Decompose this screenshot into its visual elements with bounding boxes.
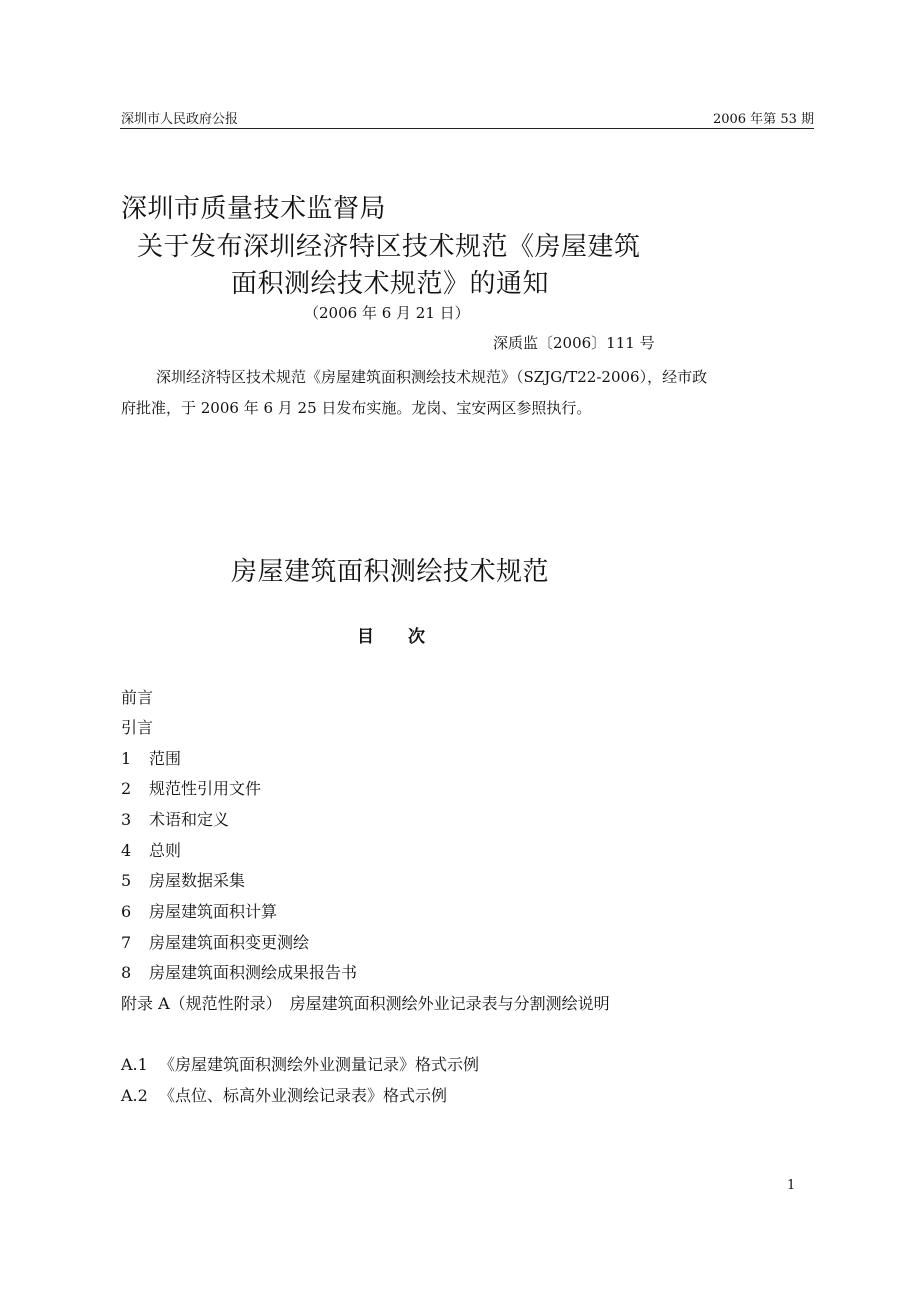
page-number: 1 — [787, 1178, 796, 1193]
toc-item: 1 范围 — [121, 749, 182, 768]
notice-date: （2006 年 6 月 21 日） — [304, 304, 470, 322]
header-issue: 2006 年第 53 期 — [712, 112, 814, 127]
toc-item-appendix-a: 附录 A（规范性附录） 房屋建筑面积测绘外业记录表与分割测绘说明 — [121, 994, 610, 1013]
appendix-item: A.2 《点位、标高外业测绘记录表》格式示例 — [121, 1086, 448, 1105]
notice-title-line1: 深圳市质量技术监督局 — [121, 194, 387, 224]
toc-heading: 目 次 — [357, 627, 425, 647]
appendix-item: A.1 《房屋建筑面积测绘外业测量记录》格式示例 — [121, 1055, 480, 1074]
notice-body-line1: 深圳经济特区技术规范《房屋建筑面积测绘技术规范》（SZJG/T22-2006），经市政 — [156, 368, 708, 386]
toc-item: 引言 — [121, 718, 154, 737]
toc-item: 4 总则 — [121, 841, 182, 860]
toc-item: 8 房屋建筑面积测绘成果报告书 — [121, 963, 358, 982]
header-divider — [120, 128, 814, 129]
toc-item: 前言 — [121, 688, 154, 707]
notice-title-line2: 关于发布深圳经济特区技术规范《房屋建筑 — [137, 232, 641, 262]
toc-item: 3 术语和定义 — [121, 810, 230, 829]
spec-title: 房屋建筑面积测绘技术规范 — [231, 557, 550, 587]
toc-item: 7 房屋建筑面积变更测绘 — [121, 933, 310, 952]
toc-item: 2 规范性引用文件 — [121, 779, 262, 798]
notice-body-line2: 府批准，于 2006 年 6 月 25 日发布实施。龙岗、宝安两区参照执行。 — [121, 399, 592, 417]
notice-doc-number: 深质监〔2006〕111 号 — [493, 334, 655, 352]
toc-item: 5 房屋数据采集 — [121, 871, 246, 890]
header-publication: 深圳市人民政府公报 — [121, 112, 239, 127]
notice-title-line3: 面积测绘技术规范》的通知 — [231, 269, 550, 299]
toc-item: 6 房屋建筑面积计算 — [121, 902, 278, 921]
